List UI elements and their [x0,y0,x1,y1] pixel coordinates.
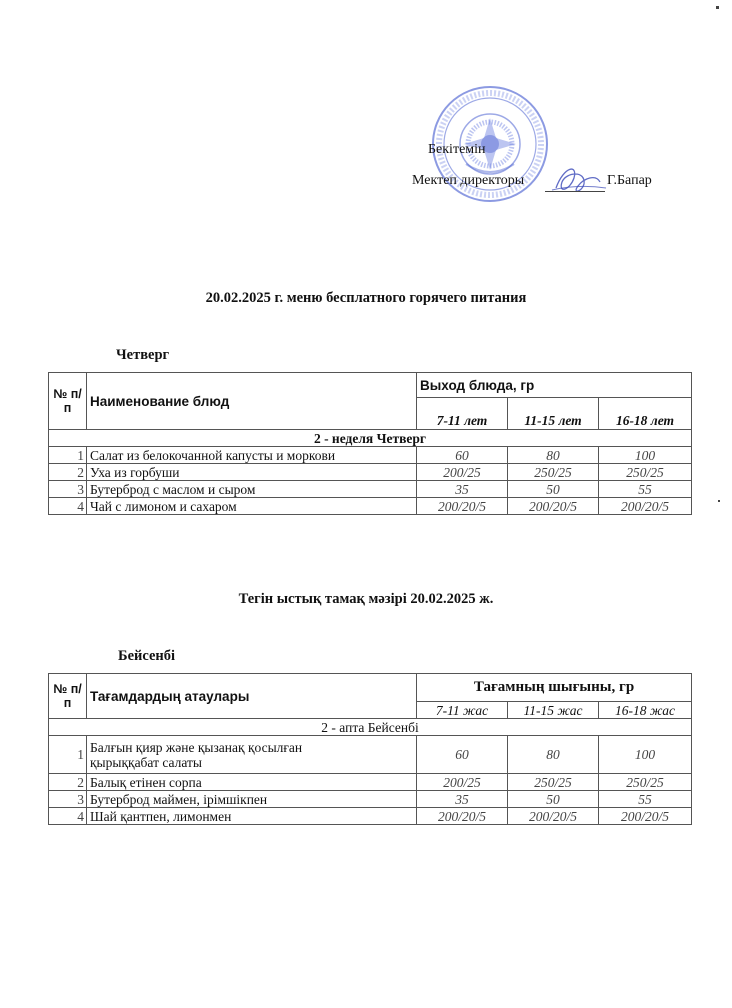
menu-table-ru [48,372,692,515]
dish-name: Балғын қияр және қызанақ қосылған қырыққабат салаты [87,736,417,774]
portion-value: 200/25 [417,774,508,791]
col-number-header: № п/п [49,373,87,430]
portion-value: 200/20/5 [508,808,599,825]
row-number: 1 [49,736,87,774]
blank-cell [599,398,692,413]
approval-position: Мектеп директоры [412,173,525,188]
portion-value: 55 [599,791,692,808]
portion-value: 60 [417,736,508,774]
portion-value: 50 [508,791,599,808]
age-header: 7-11 жас [417,702,508,719]
age-header: 16-18 лет [599,413,692,430]
portion-value: 200/20/5 [417,808,508,825]
row-number: 3 [49,481,87,498]
col-yield-header: Выход блюда, гр [417,373,692,398]
dish-name: Уха из горбуши [87,464,417,481]
dish-name: Чай с лимоном и сахаром [87,498,417,515]
portion-value: 80 [508,736,599,774]
row-number: 1 [49,447,87,464]
day-label-ru: Четверг [116,347,170,363]
portion-value: 200/20/5 [508,498,599,515]
table-row [49,791,692,808]
portion-value: 250/25 [599,464,692,481]
portion-value: 200/20/5 [599,808,692,825]
age-header: 11-15 жас [508,702,599,719]
approval-line: Бекітемін [428,142,486,157]
table-row [49,498,692,515]
portion-value: 80 [508,447,599,464]
table-row [49,464,692,481]
week-label: 2 - апта Бейсенбі [49,719,692,736]
portion-value: 200/20/5 [417,498,508,515]
dish-name: Бутерброд с маслом и сыром [87,481,417,498]
portion-value: 200/20/5 [599,498,692,515]
portion-value: 35 [417,481,508,498]
menu-table-kz [48,673,692,825]
row-number: 2 [49,464,87,481]
portion-value: 100 [599,736,692,774]
row-number: 3 [49,791,87,808]
portion-value: 100 [599,447,692,464]
dish-name: Салат из белокочанной капусты и моркови [87,447,417,464]
signature-line [545,191,605,192]
scan-mark [718,500,720,502]
age-header: 7-11 лет [417,413,508,430]
dish-name: Балық етінен сорпа [87,774,417,791]
menu-title-ru: 20.02.2025 г. меню бесплатного горячего питания [205,290,527,306]
col-name-header: Тағамдардың атаулары [87,674,417,719]
row-number: 4 [49,498,87,515]
portion-value: 250/25 [599,774,692,791]
day-label-kz: Бейсенбі [118,648,176,664]
portion-value: 60 [417,447,508,464]
blank-cell [508,398,599,413]
portion-value: 55 [599,481,692,498]
scan-mark [716,6,719,9]
menu-title-kz: Тегін ыстық тамақ мәзірі 20.02.2025 ж. [238,591,494,607]
director-name: Г.Бапар [607,173,652,188]
portion-value: 200/25 [417,464,508,481]
dish-name: Шай қантпен, лимонмен [87,808,417,825]
col-name-header: Наименование блюд [87,373,417,430]
portion-value: 250/25 [508,464,599,481]
row-number: 4 [49,808,87,825]
age-header: 11-15 лет [508,413,599,430]
age-header: 16-18 жас [599,702,692,719]
director-signature [548,160,608,200]
table-row [49,808,692,825]
portion-value: 250/25 [508,774,599,791]
table-row [49,774,692,791]
col-yield-header: Тағамның шығыны, гр [417,674,692,702]
row-number: 2 [49,774,87,791]
table-row [49,736,692,774]
table-row [49,481,692,498]
blank-cell [417,398,508,413]
portion-value: 35 [417,791,508,808]
dish-name: Бутерброд маймен, ірімшікпен [87,791,417,808]
week-label: 2 - неделя Четверг [49,430,692,447]
portion-value: 50 [508,481,599,498]
table-row [49,447,692,464]
col-number-header: № п/п [49,674,87,719]
